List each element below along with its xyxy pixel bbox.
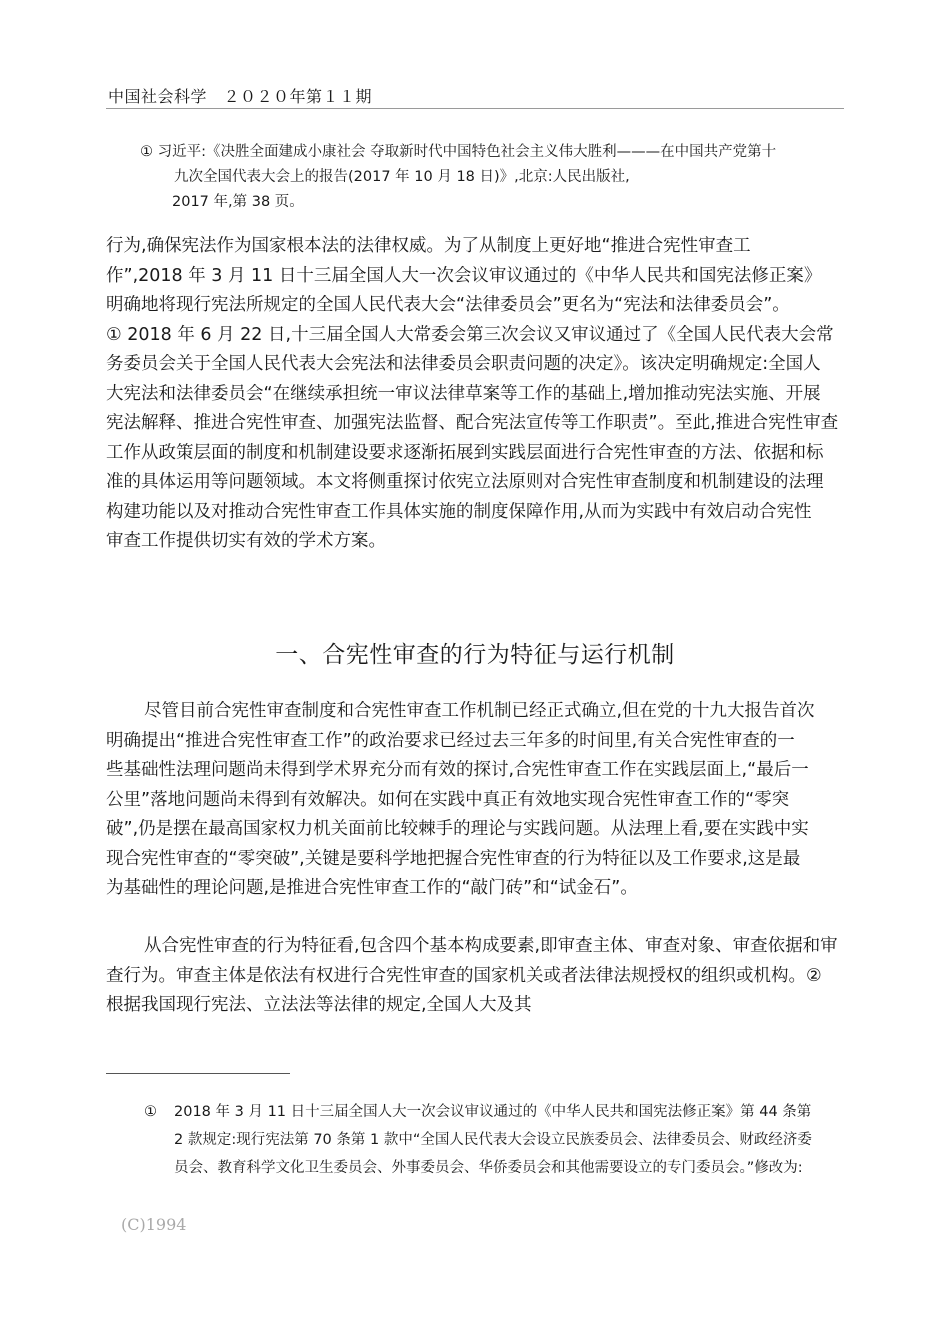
text-line: 务委员会关于全国人民代表大会宪法和法律委员会职责问题的决定》。该决定明确规定:全国人	[106, 354, 821, 374]
footnote-bottom-line: 2018 年 3 月 11 日十三届全国人大一次会议审议通过的《中华人民共和国宪法修正案》第 44 条第	[174, 1104, 812, 1120]
footnote-top-line: 九次全国代表大会上的报告(2017 年 10 月 18 日)》,北京:人民出版社,	[174, 169, 630, 185]
body-paragraph-2	[106, 697, 856, 904]
header-divider	[106, 108, 844, 109]
text-line: 根据我国现行宪法、立法法等法律的规定,全国人大及其	[106, 995, 532, 1015]
text-line: 工作从政策层面的制度和机制建设要求逐渐拓展到实践层面进行合宪性审查的方法、依据和标	[106, 442, 824, 463]
text-line: 构建功能以及对推动合宪性审查工作具体实施的制度保障作用,从而为实践中有效启动合宪性	[106, 501, 812, 522]
text-line: 从合宪性审查的行为特征看,包含四个基本构成要素,即审查主体、审查对象、审查依据和审	[144, 936, 838, 956]
text-line: 为基础性的理论问题,是推进合宪性审查工作的“敲门砖”和“试金石”。	[106, 878, 638, 898]
text-line: 审查工作提供切实有效的学术方案。	[106, 531, 386, 551]
text-line: 些基础性法理问题尚未得到学术界充分而有效的探讨,合宪性审查工作在实践层面上,“最后一	[106, 760, 809, 780]
text-line: 明确提出“推进合宪性审查工作”的政治要求已经过去三年多的时间里,有关合宪性审查的一	[106, 730, 795, 751]
text-line: ① 2018 年 6 月 22 日,十三届全国人大常委会第三次会议又审议通过了《全国人民代表大会常	[106, 324, 834, 345]
text-line: 公里”落地问题尚未得到有效解决。如何在实践中真正有效地实现合宪性审查工作的“零突	[106, 789, 790, 810]
footnote-bottom-line: 2 款规定:现行宪法第 70 条第 1 款中“全国人民代表大会设立民族委员会、法律委员会、财政经济委	[174, 1132, 812, 1148]
text-line: 明确地将现行宪法所规定的全国人民代表大会“法律委员会”更名为“宪法和法律委员会”。	[106, 295, 790, 315]
footnote-top-line: ① 习近平:《决胜全面建成小康社会 夺取新时代中国特色社会主义伟大胜利———在中国共产党第十	[140, 144, 777, 160]
footnote-top	[106, 140, 851, 215]
text-line: 宪法解释、推进合宪性审查、加强宪法监督、配合宪法宣传等工作职责”。至此,推进合宪性审查	[106, 413, 839, 433]
footnote-bottom-line: 员会、教育科学文化卫生委员会、外事委员会、华侨委员会和其他需要设立的专门委员会。”修改为:	[174, 1160, 803, 1176]
text-line: 作”,2018 年 3 月 11 日十三届全国人大一次会议审议通过的《中华人民共和国宪法修正案》	[106, 265, 822, 286]
text-line: 准的具体运用等问题领域。本文将侧重探讨依宪立法原则对合宪性审查制度和机制建设的法理	[106, 472, 824, 492]
footnote-divider	[106, 1073, 290, 1074]
text-line: 大宪法和法律委员会“在继续承担统一审议法律草案等工作的基础上,增加推动宪法实施、开展	[106, 383, 821, 404]
text-line: 现合宪性审查的“零突破”,关键是要科学地把握合宪性审查的行为特征以及工作要求,这是最	[106, 848, 801, 869]
text-line: 尽管目前合宪性审查制度和合宪性审查工作机制已经正式确立,但在党的十九大报告首次	[144, 701, 815, 721]
text-line: 查行为。审查主体是依法有权进行合宪性审查的国家机关或者法律法规授权的组织或机构。②	[106, 965, 822, 986]
footnote-top-line: 2017 年,第 38 页。	[172, 194, 304, 210]
footnote-mark: ①	[144, 1104, 157, 1120]
journal-header: 中国社会科学 ２０２０年第１１期	[108, 87, 373, 106]
footnote-bottom	[144, 1098, 864, 1182]
body-paragraph-3	[106, 932, 856, 1021]
copyright-watermark: (C)1994	[121, 1215, 187, 1234]
body-paragraph-1	[106, 232, 856, 557]
text-line: 破”,仍是摆在最高国家权力机关面前比较棘手的理论与实践问题。从法理上看,要在实践中实	[106, 819, 809, 839]
section-heading: 一、合宪性审查的行为特征与运行机制	[275, 642, 675, 668]
text-line: 行为,确保宪法作为国家根本法的法律权威。为了从制度上更好地“推进合宪性审查工	[106, 236, 751, 256]
